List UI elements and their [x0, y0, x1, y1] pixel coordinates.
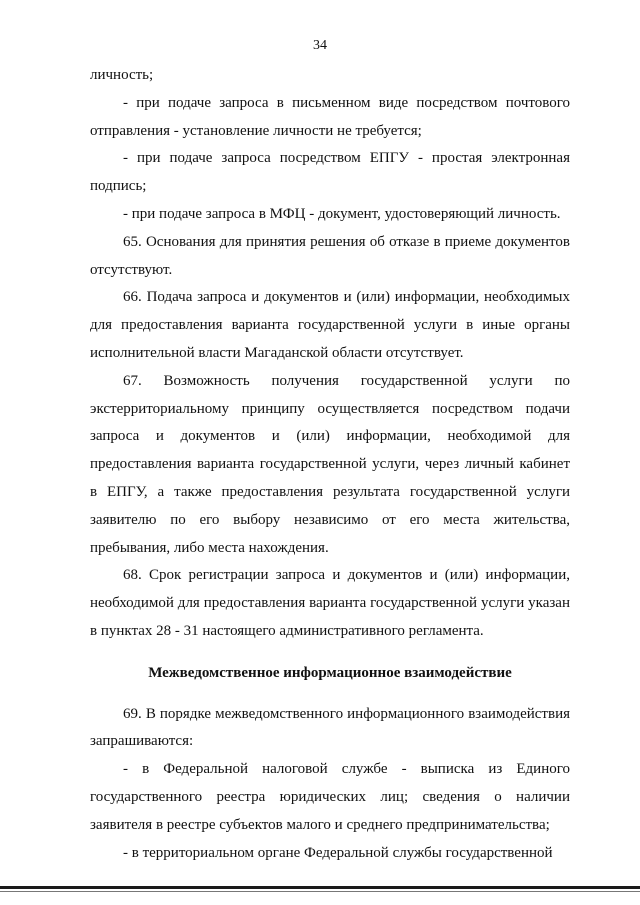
document-body [90, 62, 570, 867]
list-item-postal: - при подаче запроса в письменном виде посредством почтового отправления - установление личности не требуется; [90, 94, 570, 139]
paragraph-continuation: личность; [90, 67, 154, 83]
paragraph-68: 68. Срок регистрации запроса и документов и (или) информации, необходимой для предоставления варианта государственной услуги указан в пунктах 28 - 31 настоящего административного регламента. [90, 567, 570, 639]
page-number: 34 [313, 38, 327, 53]
paragraph-67: 67. Возможность получения государственной услуги по экстерриториальному принципу осуществляется посредством подачи запроса и документов и (или) информации, необходимой для предоставления варианта государственной услуги, через личный кабинет в ЕПГУ, а также предоставления результата государственной услуги заявителю по его выбору независимо от его места жительства, пребывания, либо места нахождения. [90, 372, 570, 556]
paragraph-65: 65. Основания для принятия решения об отказе в приеме документов отсутствуют. [90, 233, 570, 278]
list-item-fns: - в Федеральной налоговой службе - выписка из Единого государственного реестра юридических лиц; сведения о наличии заявителя в реестре субъектов малого и среднего предпринимательства; [90, 761, 570, 833]
paragraph-66: 66. Подача запроса и документов и (или) информации, необходимых для предоставления варианта государственной услуги в иные органы исполнительной власти Магаданской области отсутствует. [90, 289, 570, 361]
list-item-mfc: - при подаче запроса в МФЦ - документ, удостоверяющий личность. [123, 205, 561, 222]
page-bottom-rule [0, 886, 640, 889]
page-bottom-rule-thin [0, 891, 640, 892]
section-heading: Межведомственное информационное взаимодействие [148, 664, 512, 681]
paragraph-69: 69. В порядке межведомственного информационного взаимодействия запрашиваются: [90, 705, 570, 750]
list-item-federal-service: - в территориальном органе Федеральной службы государственной [123, 844, 553, 861]
list-item-epgu: - при подаче запроса посредством ЕПГУ - простая электронная подпись; [90, 150, 570, 195]
